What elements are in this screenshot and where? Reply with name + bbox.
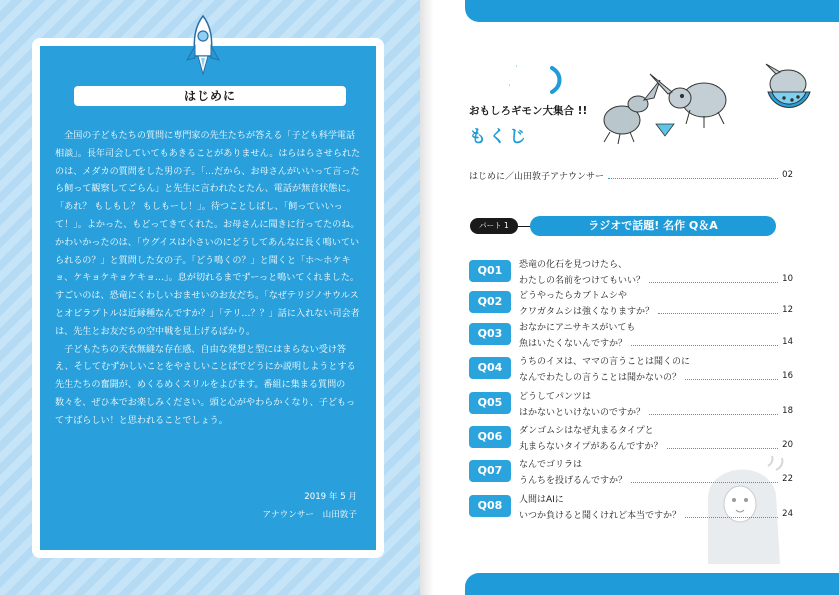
handset-icon [552, 68, 560, 92]
toc-question-entry[interactable] [469, 355, 793, 383]
question-line-2: 魚はいたくないんですか？ [519, 338, 628, 349]
question-number: Q01 [469, 260, 511, 282]
question-line-1: 恐竜の化石を見つけたら、 [519, 260, 628, 270]
question-number: Q03 [469, 323, 511, 345]
question-line-2: なんでわたしの言うことは聞かないの？ [519, 372, 682, 383]
question-page: 24 [782, 509, 793, 519]
question-line-2: いつか負けると聞くけれど本当ですか？ [519, 510, 682, 521]
question-line-1: おなかにアニサキスがいても [519, 323, 636, 333]
question-number: Q05 [469, 392, 511, 414]
toc-intro-page: 02 [782, 170, 793, 180]
leader-dots [631, 345, 778, 346]
signature: アナウンサー 山田敦子 [262, 510, 357, 520]
toc-question-entry[interactable] [469, 289, 793, 317]
signature-block [205, 488, 357, 524]
watermelon-icon [656, 124, 674, 136]
question-line-1: ダンゴムシはなぜ丸まるタイプと [519, 426, 654, 436]
leader-dots [649, 414, 778, 415]
question-number: Q07 [469, 460, 511, 482]
intro-paragraph: 子どもたちの天衣無縫な存在感、自由な発想と型にはまらない受け答え、そしてむずかしいことをやさしいことばでどうにか説明しようとする先生たちの奮闘が、めくるめくスリルをよびます。番組に集まる質問の数々を、ぜひ本でお楽しみください。頭と心がやわらかくなり、子どもってすばらしい！と思われることでしょう。 [55, 344, 356, 426]
question-line-2: はかないといけないのですか？ [519, 407, 646, 418]
leader-dots [658, 313, 778, 314]
leader-dots [685, 517, 778, 518]
toc-intro-label: はじめに／山田敦子アナウンサー [469, 171, 605, 182]
page-spine [420, 0, 434, 595]
toc-title: もくじ [469, 127, 529, 147]
logo-line-1: 子ども科学 [468, 58, 544, 76]
toc-question-entry[interactable] [469, 493, 793, 521]
toc-question-entry[interactable] [469, 258, 793, 286]
toc-question-entry[interactable] [469, 458, 793, 486]
leader-dots [631, 482, 778, 483]
rocket-icon [183, 12, 223, 82]
question-line-1: どうしてパンツは [519, 392, 592, 402]
question-line-1: 人間はAIに [519, 495, 564, 505]
intro-heading: はじめに [74, 86, 346, 106]
question-number: Q04 [469, 357, 511, 379]
question-line-2: 丸まらないタイプがあるんですか？ [519, 441, 663, 452]
question-number: Q02 [469, 291, 511, 313]
series-logo [466, 56, 566, 98]
question-page: 14 [782, 337, 793, 347]
toc-intro-entry[interactable] [469, 168, 793, 182]
logo-line-2: 電話相談 [476, 78, 537, 96]
leader-dots [649, 282, 778, 283]
question-number: Q08 [469, 495, 511, 517]
intro-paragraph: 全国の子どもたちの質問に専門家の先生たちが答える「子ども科学電話相談」。長年司会していてもあきることがありません。はらはらさせられたのは、メダカの質問をした男の子。「…だから、お母さんがいいって言ったら飼って観察してごらん」と先生に言われたとたん、電話が無音状態に。「あれ？ もしもし？ もしもーし！」。待つことしばし、「飼っていいって！」。よかった、もどってきてくれた。お母さんに聞きに行ってたのね。かわいかったのは、「ウグイスは小さいのにどうしてあんなに長く鳴いていられるの？」と質問した女の子。「どう鳴くの？」と聞くと「ホ〜ホケキョ、ケキョケキョケキョ…」。息が切れるまでずーっと鳴いてくれました。すごいのは、恐竜にくわしいおませいのお友だち。「なぜテリジノサウルスとオビラプトルは近縁種なんですか？」「テリ…？？」話に入れない司会者は、先生とお友だちの空中戦を見上げるばかり。 [55, 131, 361, 337]
question-page: 20 [782, 440, 793, 450]
question-line-1: うちのイヌは、ママの言うことは聞くのに [519, 357, 691, 367]
intro-body [55, 128, 361, 431]
question-line-2: わたしの名前をつけてもいい？ [519, 275, 646, 286]
part-header [470, 216, 780, 236]
leader-dots [608, 178, 778, 179]
book-subtitle: おもしろギモン大集合 !! [469, 105, 588, 117]
question-line-1: なんでゴリラは [519, 460, 583, 470]
leader-dots [685, 379, 778, 380]
question-line-2: うんちを投げるんですか？ [519, 475, 628, 486]
question-number: Q06 [469, 426, 511, 448]
leader-dots [667, 448, 779, 449]
top-tab [465, 0, 839, 22]
beetle-illustration [600, 62, 832, 148]
date: 2019 年 5 月 [304, 492, 357, 502]
bottom-tab [465, 573, 839, 595]
question-line-2: クワガタムシは強くなりますか？ [519, 306, 655, 317]
question-page: 10 [782, 274, 793, 284]
question-page: 12 [782, 305, 793, 315]
part-title: ラジオで話題! 名作 Q＆A [530, 216, 776, 236]
toc-question-entry[interactable] [469, 390, 793, 418]
toc-question-entry[interactable] [469, 424, 793, 452]
toc-question-entry[interactable] [469, 321, 793, 349]
question-page: 18 [782, 406, 793, 416]
question-page: 16 [782, 371, 793, 381]
question-line-1: どうやったらカブトムシや [519, 291, 628, 301]
question-page: 22 [782, 474, 793, 484]
part-badge: パート 1 [470, 218, 518, 234]
